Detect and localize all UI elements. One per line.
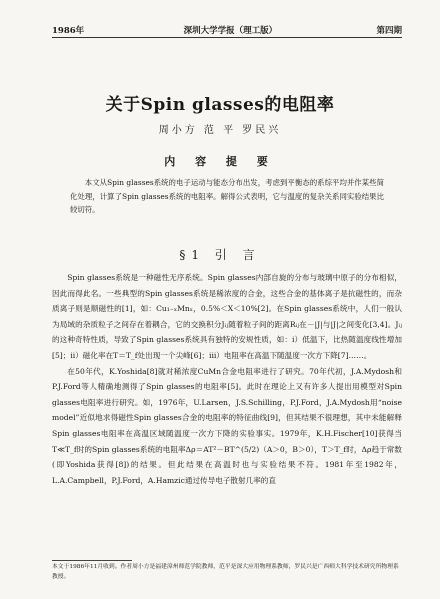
- body-paragraph-1: Spin glasses系统是一种磁性无序系统。Spin glasses内部自旋的分布与玻璃中原子的分布相似，因此而得此名。一些典型的Spin glasses系统是稀浓度的合金，这些合金的基体离子是抗磁性的，而杂质离子则是顺磁性的[1]，如：Cu₁₋ₓMnₓ，0.5%＜X＜10%[2]。在Spin glasses系统中，人们一般认为局域的杂质粒子之间存在着耦合，它的交换积分Jᵢⱼ随着粒子间的距离Rᵢⱼ在－|J|与|J|之间变化[3,4]。Jᵢⱼ的这种奇特性质，导致了Spin glasses系统具有独特的安规性质，如：i）低温下，比热随温度线性增加[5]；ii）磁化率在T＝T_f处出现一个尖峰[6]；iii）电阻率在高温下随温度一次方下降[7]……。: [52, 273, 402, 360]
- header-year: 1986年: [52, 26, 85, 36]
- header-issue: 第四期: [376, 26, 402, 36]
- paper-authors: 周小方 范 平 罗民兴: [158, 125, 282, 136]
- footnote: 本文于1986年11月收到。作者周小方是福建漳州师范学院教师，范平是深大应用物理系教师，罗民兴是广西师大科学技术研究所物理系教授。: [52, 564, 399, 580]
- header-journal: 深圳大学学报（理工版）: [183, 26, 278, 36]
- abstract-text: 本文从Spin glasses系统的电子运动与能态分布出发，考虑到平衡态的系综平均并作某些简化处理，计算了Spin glasses系统的电阻率。解得公式表明，它与温度的复杂关系同实验结果比较切符。: [70, 178, 384, 214]
- abstract-block: [70, 176, 384, 217]
- section-heading: §1 引 言: [179, 248, 261, 262]
- paper-title: 关于Spin glasses的电阻率: [105, 95, 335, 115]
- header-rule: [52, 37, 402, 38]
- section-body: [52, 270, 402, 488]
- abstract-heading: 内 容 提 要: [164, 155, 276, 168]
- running-header: [52, 24, 402, 36]
- body-paragraph-2: 在50年代，K.Yoshida[8]就对稀浓度CuMn合金电阻率进行了研究。70年代初，J.A.Mydosh和P.J.Ford等人精确地测得了Spin glasses的电阻率[5]。此时在理论上又有许多人提出用模型对Spin glasses电阻率进行研究。如，1976年，U.Larsen，J.S.Schilling，P.J.Ford，J.A.Mydosh用“noise model”近似地求得磁性Spin glasses合金的电阻率的特征曲线[9]，但其结果不很理想，其中未能解释Spin glasses电阻率在高温区域随温度一次方下降的实验事实。1979年，K.H.Fischer[10]获得当T≪T_f时的Spin glasses系统的电阻率Δρ＝AT²－BT^(5/2)（A＞0，B＞0），T＞T_f时，Δρ趋于常数(即Yoshida获得[8])的结果。但此结果在高温时也与实验结果不符。1981年至1982年，L.A.Campbell，P.J.Ford，A.Hamzic通过传导电子散射几率的直: [52, 366, 402, 485]
- footnote-rule: [52, 560, 132, 561]
